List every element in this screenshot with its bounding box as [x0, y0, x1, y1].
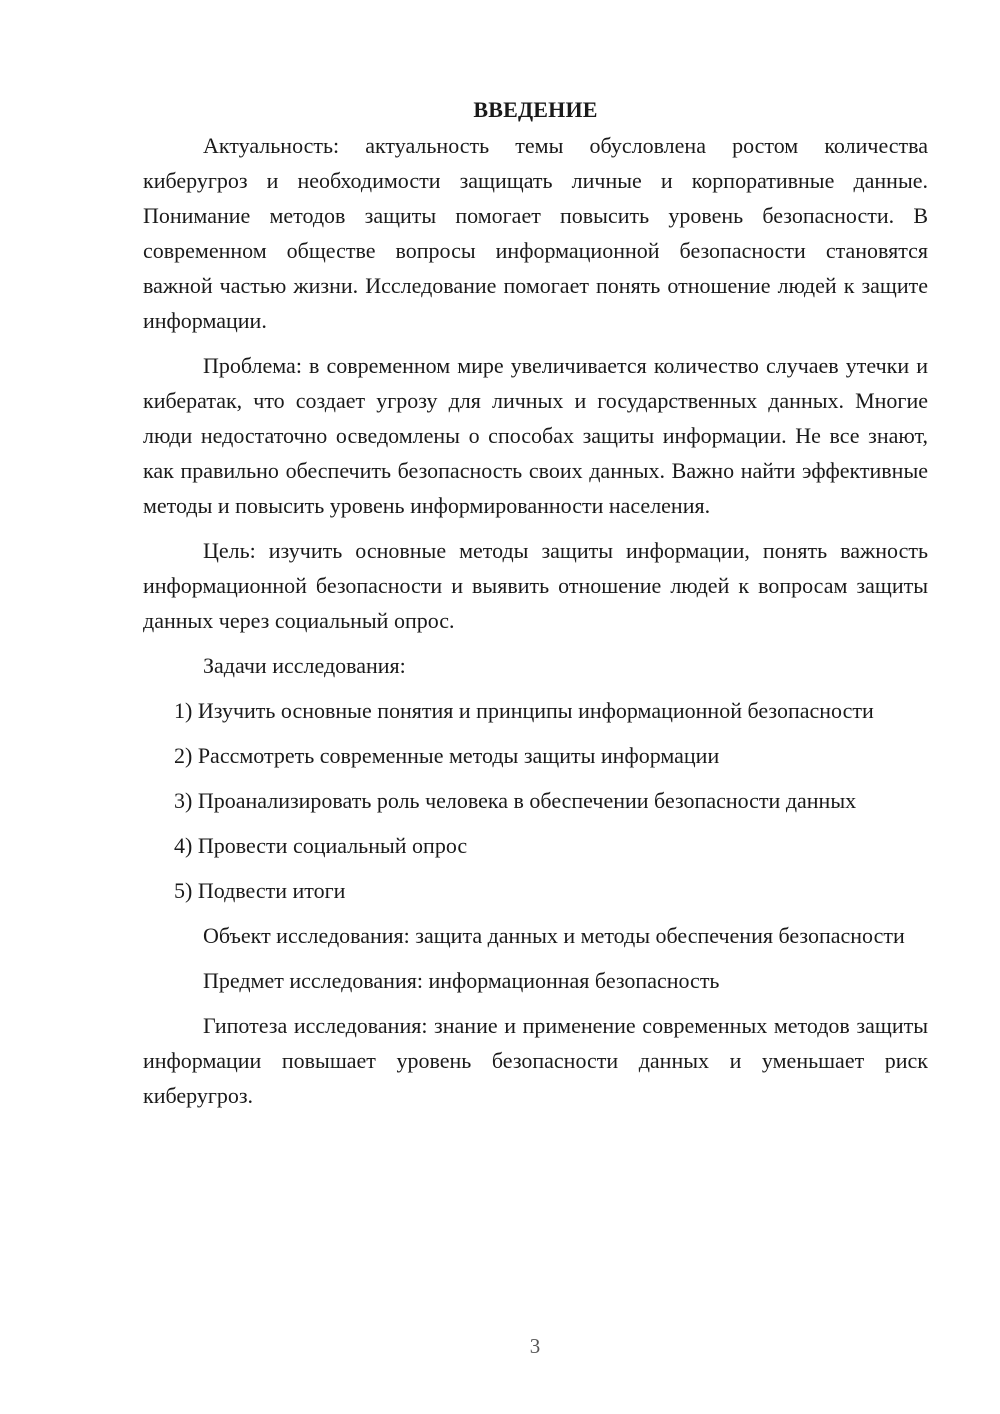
- task-item-2: 2) Рассмотреть современные методы защиты информации: [174, 743, 720, 768]
- task-item-3: 3) Проанализировать роль человека в обеспечении безопасности данных: [174, 788, 857, 813]
- page-number: 3: [529, 1334, 541, 1358]
- page-content: [143, 92, 928, 1123]
- hypothesis-paragraph: Гипотеза исследования: знание и применение современных методов защиты информации повышает уровень безопасности данных и уменьшает риск киберугроз.: [143, 1013, 928, 1108]
- research-subject-paragraph: Предмет исследования: информационная безопасность: [203, 968, 720, 993]
- problem-paragraph: Проблема: в современном мире увеличивается количество случаев утечки и кибератак, что создает угрозу для личных и государственных данных. Многие люди недостаточно осведомлены о способах защиты информации. Не все знают, как правильно обеспечить безопасность своих данных. Важно найти эффективные методы и повысить уровень информированности населения.: [143, 353, 928, 518]
- goal-paragraph: Цель: изучить основные методы защиты информации, понять важность информационной безопасности и выявить отношение людей к вопросам защиты данных через социальный опрос.: [143, 538, 928, 633]
- relevance-paragraph: Актуальность: актуальность темы обусловлена ростом количества киберугроз и необходимости защищать личные и корпоративные данные. Понимание методов защиты помогает повысить уровень безопасности. В современном обществе вопросы информационной безопасности становятся важной частью жизни. Исследование помогает понять отношение людей к защите информации.: [143, 133, 928, 333]
- research-object-paragraph: Объект исследования: защита данных и методы обеспечения безопасности: [203, 923, 905, 948]
- tasks-heading: Задачи исследования:: [203, 653, 406, 678]
- task-item-1: 1) Изучить основные понятия и принципы информационной безопасности: [174, 698, 874, 723]
- task-item-5: 5) Подвести итоги: [174, 878, 346, 903]
- task-item-4: 4) Провести социальный опрос: [174, 833, 468, 858]
- section-title: ВВЕДЕНИЕ: [473, 97, 598, 122]
